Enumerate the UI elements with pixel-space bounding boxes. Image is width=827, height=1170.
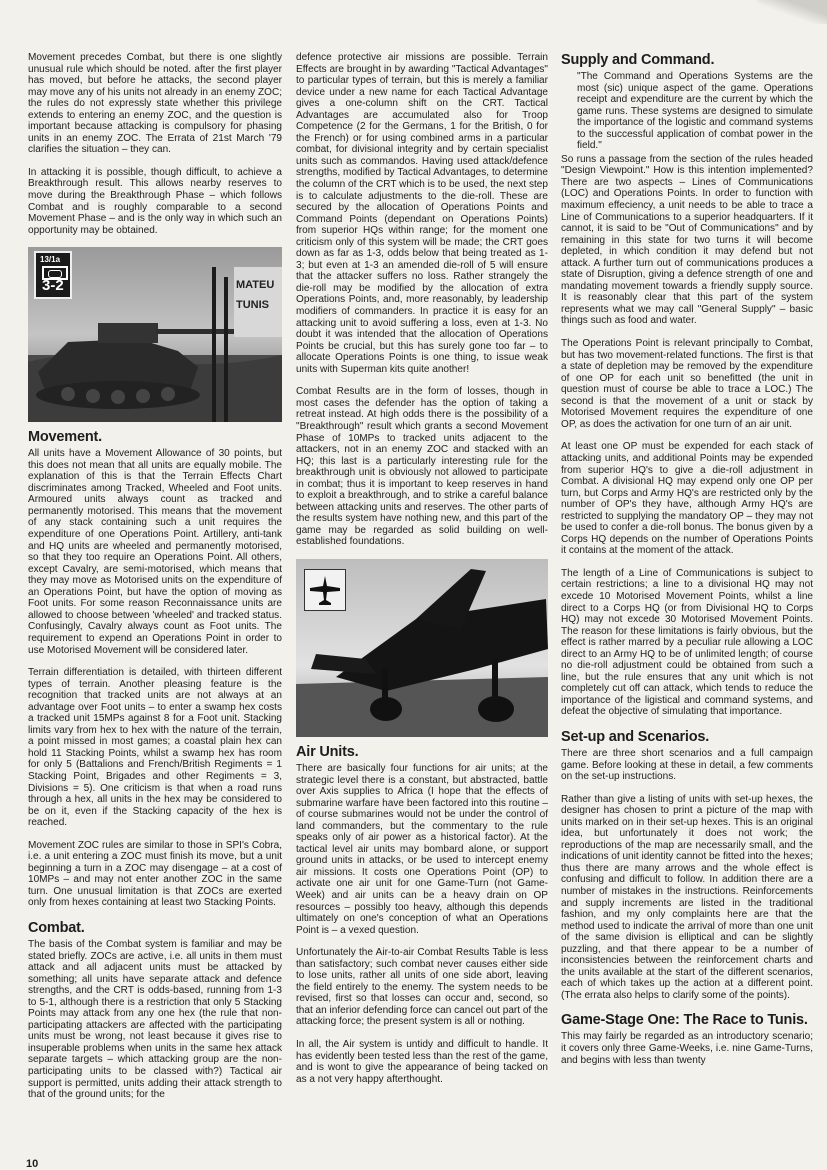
paragraph: All units have a Movement Allowance of 30 points, but this does not mean that all units are equally mobile. The explanation of this is that the Terrain Effects Chart discriminates among Tracked, Wheeled and Foot units. Armoured units always count as tracked and permanently motorised. This means that the movement of any stack containing such a unit requires the expenditure of one Operations Point. Artillery, anti-tank and HQ units are wheeled and permanently motorised, so that they too require an Operations Point. All others, except Cavalry, are semi-motorised, which means that they may move as Motorised units on the expenditure of an Operations Point, but have the option of moving as Foot units. For some reason Reconnaissance units are allowed to choose between 'wheeled' and tracked status. Confusingly, Cavalry always count as Foot units. The requirement to expend an Operations Point in order to use Motorised Movement will be considered later. bbox=[28, 448, 282, 656]
aircraft-symbol-icon bbox=[305, 570, 345, 610]
section-heading-supply-command: Supply and Command. bbox=[561, 52, 715, 68]
page-number: 10 bbox=[26, 1158, 39, 1170]
paragraph: There are three short scenarios and a full campaign game. Before looking at these in detail, a few comments on the set-up instructions. bbox=[561, 747, 813, 783]
column-2 bbox=[296, 52, 548, 1096]
paragraph: In attacking it is possible, though difficult, to achieve a Breakthrough result. This allows nearby reserves to move during the Breakthrough Phase – which follows Combat and is roughly comparable to a second Movement Phase – and is the only way in which such an opportunity may be obtained. bbox=[28, 166, 282, 236]
paragraph: defence protective air missions are possible. Terrain Effects are brought in by awarding "Tactical Advantages" to particular types of terrain, but this is merely a familiar device under a new name for each Tactical Advantage gives a one-column shift on the CRT. Tactical Advantages are accumulated also for Troop Competence (2 for the Germans, 1 for the British, 0 for the French) or for using combined arms in a particular combat, for divisional integrity and by certain specialist units such as commandos. Having used attack/defence strengths, modified by Tactical Advantages, to determine the column of the CRT which is to be used, the next step is to calculate adjustments to the die-roll. These are secured by the allocation of Operations Points and Command Points (dependant on Operations Points) from superior HQs within range; for the moment one criticism only of this system will be made; the CRT goes down as far as 1-3, odds below that being treated as 1-3; but even at 1-3 an amended die-roll of 5 will ensure that the attacker suffers no loss. Rather strangely the die-roll may be modified by the allocation of extra Operations Points, and, more reasonably, by leadership modifiers of commanders. In practice it is easy for an attacking unit to avoid suffering a loss, even at 1-3. No doubt it was intended that the allocation of Operations Points be crucial, but this has surely gone too far – to allocate Operations Points is one thing, to issue weak units with Superman kits quite another! bbox=[296, 52, 548, 375]
paragraph: Movement precedes Combat, but there is one slightly unusual rule which should be noted. after the first player has moved, but before he attacks, the second player may move any of his units not already in an enemy ZOC; the rules do not expressly state whether this privilege extends to entering an enemy ZOC, and the question is important because attacking is compulsory for phasing units in an enemy ZOC. The Errata of 21st March '79 clarifies the situation – they can. bbox=[28, 52, 282, 156]
paragraph: So runs a passage from the section of the rules headed "Design Viewpoint." How is this intention implemented? There are two aspects – Lines of Communications (LOC) and Operations Points. In order to function with maximum effeciency, a unit needs to be able to trace a Line of Communications to a superior headquarters. If it cannot, it is said to be "Out of Communications" and by remaining in this state for two turns it will become depleted, in which condition it may defend but not attack. A further turn out of communications produces a state of Disruption, giving a defence strength of one and mandating movement towards a friendly supply source. It is reasonably clear that this part of the system represents what we may call "General Supply" – basic things such as food and water. bbox=[561, 153, 813, 327]
paragraph: Unfortunately the Air-to-air Combat Results Table is less than satisfactory; such combat never causes either side to lose units, rather all units of one side abort, leaving the field entirely to the enemy. The system needs to be revised, first so that losses can occur and, second, so that an inferior defending force can cancel out part of the attacking force; the present system is all or nothing. bbox=[296, 947, 548, 1028]
aircraft-photo bbox=[296, 559, 548, 737]
column-3 bbox=[561, 52, 813, 1077]
section-heading-air-units: Air Units. bbox=[296, 743, 359, 760]
paragraph: The length of a Line of Communications is subject to certain restrictions; a line to a divisional HQ may not excede 10 Motorised Movement Points, whilst a line direct to a Corps HQ (or from Divisional HQ to Corps HQ) may not excede 30 Motorised Movement Points. The reason for these limitations is fairly obvious, but the effect is rather marred by a peculiar rule allowing a LOC direct to an Army HQ to be of unlimited length; of course no die-roll adjustment could be obtained from such a line, but the rule ensures that any unit which is not completely cut off can attack, which tends to reduce the importance of the ligistical and command systems, and defeat the objective of simulating that importance. bbox=[561, 567, 813, 718]
section-heading-game-stage-one: Game-Stage One: The Race to Tunis. bbox=[561, 1012, 808, 1029]
aircraft-counter bbox=[304, 569, 346, 611]
road-sign: MATEU TUNIS bbox=[236, 279, 275, 312]
paragraph: Terrain differentiation is detailed, with thirteen different types of terrain. Another pleasing feature is the recognition that tracked units are not always at an advantage over Foot units – to enter a swamp hex costs a tracked unit 15MPs against 8 for a Foot unit. Stacking limits vary from hex to hex with the nature of the terrain, a point missed in most games; a coastal plain hex can hold 11 Stacking Points, whilst a swamp hex has room for only 5 (Battalions and French/British Regiments = 1 Stacking Point, Brigades and other Regiments = 3, Divisions = 5). One criticism is that when a road runs through a hex, all units in the hex may be considered to be on it, even if the Stacking capacity of the hex is reached. bbox=[28, 667, 282, 829]
paragraph: This may fairly be regarded as an introductory scenario; it covers only three Game-Weeks, i.e. nine Game-Turns, and begins with less than twenty bbox=[561, 1031, 813, 1066]
paragraph: In all, the Air system is untidy and difficult to handle. It has evidently been tested less than the rest of the game, and is wont to give the appearance of being tacked on as a not very happy afterthought. bbox=[296, 1039, 548, 1085]
page-corner-fold bbox=[757, 0, 827, 24]
design-viewpoint-quote: "The Command and Operations Systems are the most (sic) unique aspect of the game. Operations receipt and expenditure are the current by which the game runs. These systems are designed to simulate the importance of the logistic and command systems to the successful application of combat power in the field." bbox=[577, 71, 813, 152]
unit-strength-label: 3-2 bbox=[42, 277, 64, 295]
unit-counter bbox=[34, 251, 72, 299]
section-heading-combat: Combat. bbox=[28, 919, 85, 936]
section-heading-movement: Movement. bbox=[28, 429, 102, 446]
unit-id-label: 13/1a bbox=[40, 255, 61, 265]
paragraph: Rather than give a listing of units with set-up hexes, the designer has chosen to print a picture of the map with units marked on in their set-up hexes. This is an original idea, but unfortunately it does not work; the reproductions of the map are necessarily small, and the indications of unit identity cannot be fitted into the hexes; thus there are many arrows and the whole effect is confusing and difficult to follow. In addition there are a number of mistakes in the instructions. Reinforcements and supply increments are listed in the traditional fashion, and my only complaints here are that the method used to indicate the arrival of more than one unit of the same division is elliptical and can be slightly puzzling, and that there appear to be a number of inconsistencies between the reinforcement charts and the units available at the start of the different scenarios, each of which takes up the action at a different point. (The errata also helps to clarify some of the points). bbox=[561, 793, 813, 1001]
paragraph: There are basically four functions for air units; at the strategic level there is a constant, but abstracted, battle over Axis supplies to Africa (I hope that the effects of submarine warfare have been factored into this routine – of course submarines would not be under the control of land commanders, but the commentary to the rule speaks only of air power as a historical factor). At the tactical level air units may bombard alone, or support ground units in attacks, or be used to intercept enemy air missions. It costs one Operations Point (OP) to activate one air unit for one Game-Turn (not Game-Week) and air units can be a heavy drain on OP resources – possibly too heavy, although this depends ultimately on one's conception of what an Operations Point is – a vexed question. bbox=[296, 762, 548, 936]
tank-photo bbox=[28, 247, 282, 422]
column-1 bbox=[28, 52, 282, 1112]
section-heading-setup-scenarios: Set-up and Scenarios. bbox=[561, 728, 710, 745]
paragraph: Movement ZOC rules are similar to those in SPI's Cobra, i.e. a unit entering a ZOC must finish its move, but a unit beginning a turn in a ZOC may disengage – at a cost of 10MPs – and may not enter another ZOC in the same turn. One unusual limitation is that ZOCs are exerted only from hexes containing at least two Stacking Points. bbox=[28, 839, 282, 909]
paragraph: The basis of the Combat system is familiar and may be stated briefly. ZOCs are active, i.e. all units in them must attack and all adjacent units must be attacked by something; all units have separate attack and defence strengths, and the CRT is odds-based, running from 1-3 to 5-1, although there is a restriction that only 5 Stacking Points may attack from any one hex (the rule that non-participating attackers are affected with the participating units must be wrong, not least because it gives rise to insuperable problems when units in the same hex attack separate targets – which attacking group are the non-participating units to be classed with?) Tactical air support is permitted, units adding their attack strength to that of the ground units; for the bbox=[28, 938, 282, 1101]
paragraph: The Operations Point is relevant principally to Combat, but has two movement-related functions. The first is that a state of depletion may be removed by the expenditure of one OP for each unit so benefitted (the unit in question must of course be able to trace a LOC.) The second is that the movement of a unit or stack by Motorised Movement requires the expenditure of one OP, as does the activation for one turn of an air unit. bbox=[561, 338, 813, 430]
paragraph: Combat Results are in the form of losses, though in most cases the defender has the option of taking a retreat instead. At high odds there is the possibility of a "Breakthrough" result which grants a second Movement Phase of 10MPs to tracked units adjacent to the attackers, not in an enemy ZOC and stacked with an HQ; this last is a particularly interesting rule for the breakthrough unit is obviously not allowed to participate in combat; thus it is important to keep reserves in hand to exploit a breakthrough, and to strike a careful balance between attacking units and reserves. The other parts of the results system have nothing new, and this part of the game may be regarded as solid building on well-established foundations. bbox=[296, 386, 548, 548]
paragraph: At least one OP must be expended for each stack of attacking units, and additional Points may be expended from superior HQ's to give a die-roll adjustment in Combat. A divisional HQ may expend only one OP per turn, but Corps and Army HQ's are restricted only by the number of OP's they have, although Army HQ's are restricted to supplying the mandatory OP – they may not be used to confer a die-roll bonus. The bonus given by a Corps HQ depends on the number of Operations Points it contains at the moment of the attack. bbox=[561, 441, 813, 557]
